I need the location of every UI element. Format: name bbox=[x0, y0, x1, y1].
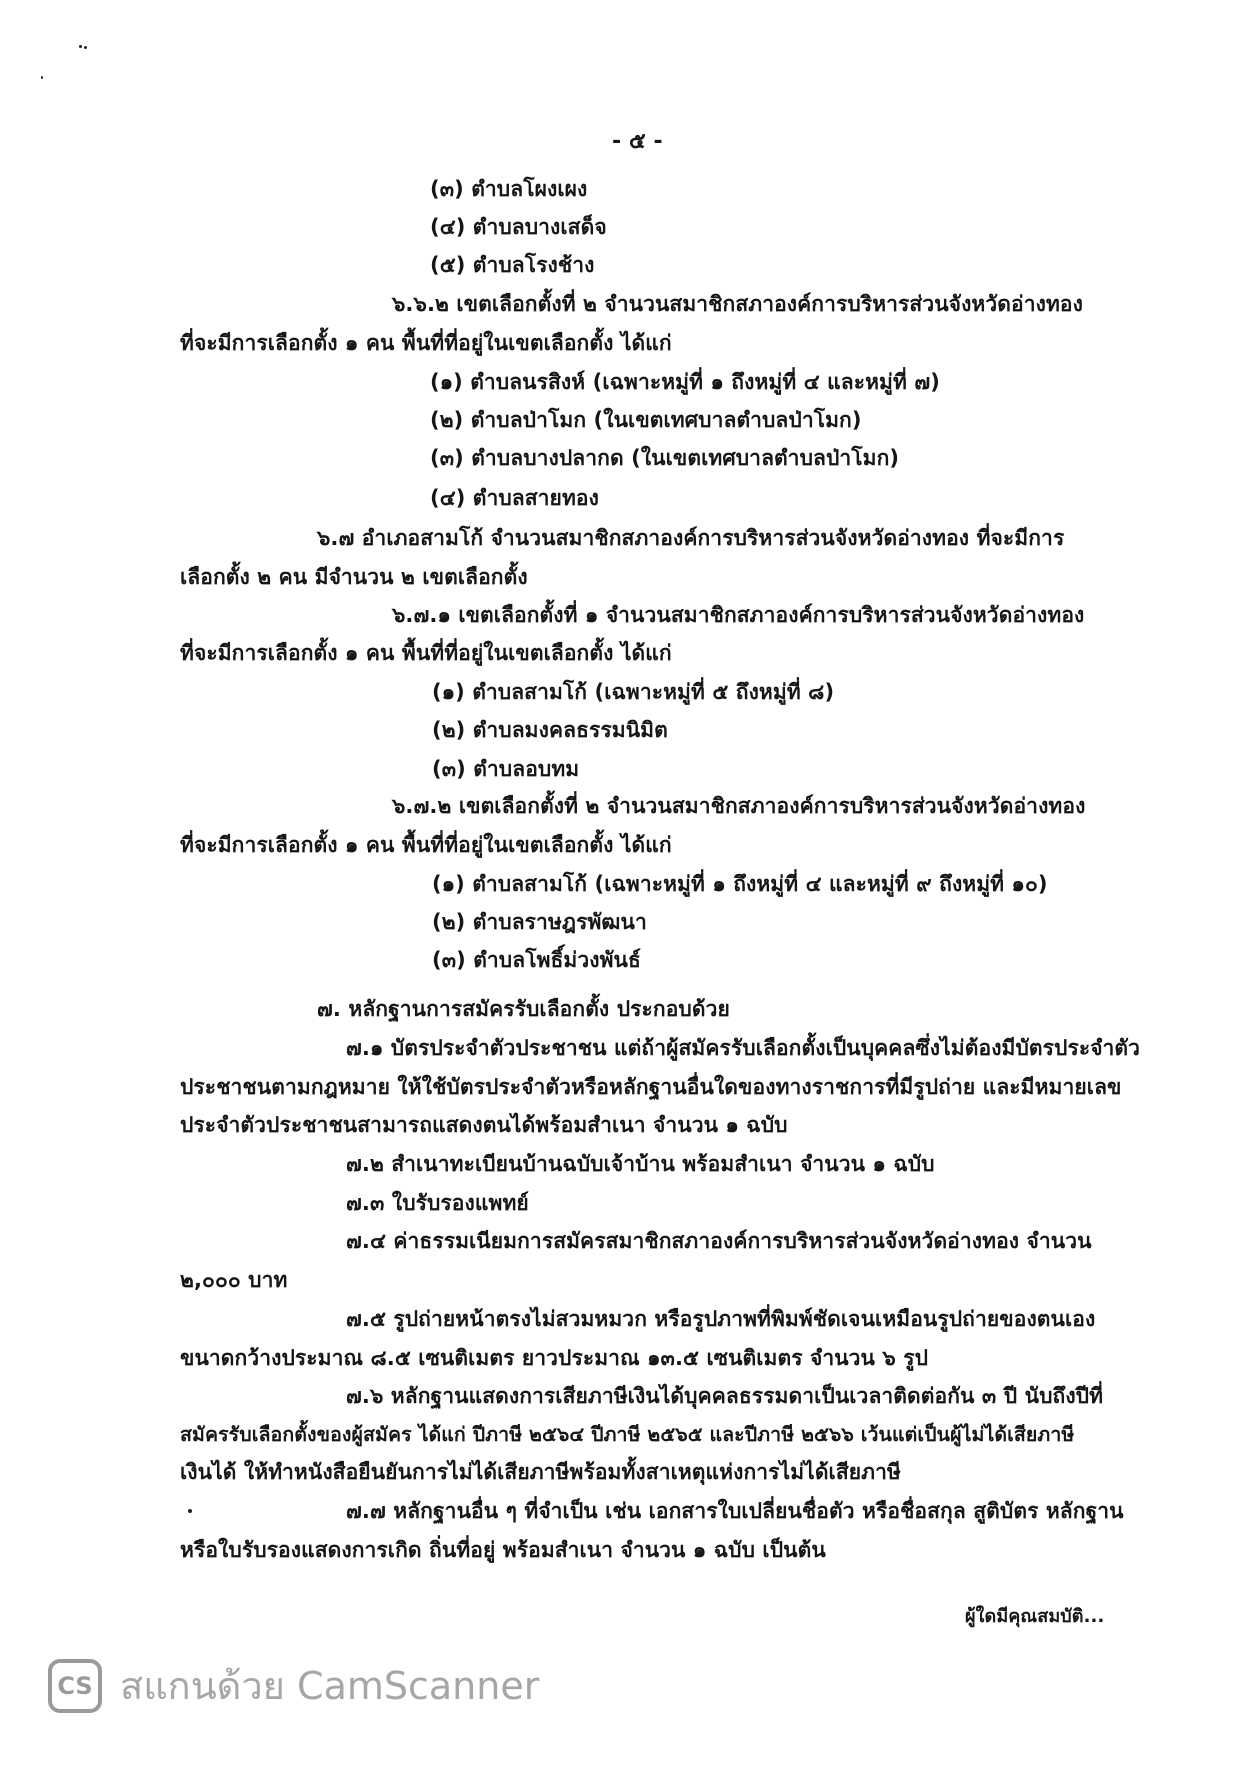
text-line: (๒) ตำบลป่าโมก (ในเขตเทศบาลตำบลป่าโมก) bbox=[430, 408, 862, 432]
text-line: ๗.๒ สำเนาทะเบียนบ้านฉบับเจ้าบ้าน พร้อมสำเนา จำนวน ๑ ฉบับ bbox=[346, 1152, 935, 1176]
text-line: เลือกตั้ง ๒ คน มีจำนวน ๒ เขตเลือกตั้ง bbox=[180, 565, 528, 589]
text-line: ๗.๗ หลักฐานอื่น ๆ ที่จำเป็น เช่น เอกสารใบเปลี่ยนชื่อตัว หรือชื่อสกุล สูติบัตร หลักฐาน bbox=[346, 1499, 1124, 1523]
text-line: ๖.๗.๒ เขตเลือกตั้งที่ ๒ จำนวนสมาชิกสภาองค์การบริหารส่วนจังหวัดอ่างทอง bbox=[392, 794, 1086, 818]
text-line: ๗.๑ บัตรประจำตัวประชาชน แต่ถ้าผู้สมัครรับเลือกตั้งเป็นบุคคลซึ่งไม่ต้องมีบัตรประจำตัว bbox=[346, 1036, 1141, 1060]
text-line: ๖.๗ อำเภอสามโก้ จำนวนสมาชิกสภาองค์การบริหารส่วนจังหวัดอ่างทอง ที่จะมีการ bbox=[317, 526, 1065, 550]
camscanner-logo-icon: CS bbox=[48, 1659, 102, 1713]
text-line: ขนาดกว้างประมาณ ๘.๕ เซนติเมตร ยาวประมาณ ๑๓.๕ เซนติเมตร จำนวน ๖ รูป bbox=[180, 1346, 929, 1370]
text-line: ๗.๔ ค่าธรรมเนียมการสมัครสมาชิกสภาองค์การบริหารส่วนจังหวัดอ่างทอง จำนวน bbox=[346, 1229, 1092, 1253]
text-line: (๓) ตำบลโผงเผง bbox=[430, 177, 588, 201]
text-line: ประชาชนตามกฎหมาย ให้ใช้บัตรประจำตัวหรือหลักฐานอื่นใดของทางราชการที่มีรูปถ่าย และมีหมายเลข bbox=[180, 1075, 1122, 1099]
text-line: ๖.๖.๒ เขตเลือกตั้งที่ ๒ จำนวนสมาชิกสภาองค์การบริหารส่วนจังหวัดอ่างทอง bbox=[392, 292, 1083, 316]
text-line: (๔) ตำบลสายทอง bbox=[430, 486, 599, 510]
text-line: ประจำตัวประชาชนสามารถแสดงตนได้พร้อมสำเนา จำนวน ๑ ฉบับ bbox=[180, 1113, 788, 1137]
camscanner-text: สแกนด้วย CamScanner bbox=[120, 1664, 540, 1708]
text-line: (๓) ตำบลโพธิ์ม่วงพันธ์ bbox=[432, 948, 641, 972]
text-line: (๑) ตำบลสามโก้ (เฉพาะหมู่ที่ ๑ ถึงหมู่ที่ ๔ และหมู่ที่ ๙ ถึงหมู่ที่ ๑๐) bbox=[432, 872, 1048, 896]
text-line: (๓) ตำบลบางปลากด (ในเขตเทศบาลตำบลป่าโมก) bbox=[430, 446, 900, 470]
text-line: หรือใบรับรองแสดงการเกิด ถิ่นที่อยู่ พร้อมสำเนา จำนวน ๑ ฉบับ เป็นต้น bbox=[180, 1538, 826, 1562]
text-line: สมัครรับเลือกตั้งของผู้สมัคร ได้แก่ ปีภาษี ๒๕๖๔ ปีภาษี ๒๕๖๕ และปีภาษี ๒๕๖๖ เว้นแต่เป็นผู้ไม่ได้เสียภาษี bbox=[180, 1423, 1075, 1446]
text-line: (๑) ตำบลสามโก้ (เฉพาะหมู่ที่ ๕ ถึงหมู่ที่ ๘) bbox=[432, 680, 835, 704]
text-line: ๗.๖ หลักฐานแสดงการเสียภาษีเงินได้บุคคลธรรมดาเป็นเวลาติดต่อกัน ๓ ปี นับถึงปีที่ bbox=[346, 1384, 1104, 1408]
text-line: (๒) ตำบลราษฎรพัฒนา bbox=[432, 910, 647, 934]
text-line: เงินได้ ให้ทำหนังสือยืนยันการไม่ได้เสียภาษีพร้อมทั้งสาเหตุแห่งการไม่ได้เสียภาษี bbox=[180, 1460, 901, 1484]
continuation-text: ผู้ใดมีคุณสมบัติ... bbox=[965, 1606, 1105, 1627]
camscanner-watermark bbox=[48, 1655, 539, 1716]
text-line: ๒,๐๐๐ บาท bbox=[180, 1268, 288, 1292]
text-line: (๔) ตำบลบางเสด็จ bbox=[430, 215, 607, 239]
text-line: (๕) ตำบลโรงช้าง bbox=[430, 253, 595, 277]
section-heading: ๗. หลักฐานการสมัครรับเลือกตั้ง ประกอบด้วย bbox=[317, 997, 730, 1021]
text-line: ที่จะมีการเลือกตั้ง ๑ คน พื้นที่ที่อยู่ในเขตเลือกตั้ง ได้แก่ bbox=[180, 331, 672, 355]
text-line: ที่จะมีการเลือกตั้ง ๑ คน พื้นที่ที่อยู่ในเขตเลือกตั้ง ได้แก่ bbox=[180, 641, 672, 665]
text-line: (๑) ตำบลนรสิงห์ (เฉพาะหมู่ที่ ๑ ถึงหมู่ที่ ๔ และหมู่ที่ ๗) bbox=[430, 370, 940, 394]
text-line: ๗.๓ ใบรับรองแพทย์ bbox=[346, 1191, 529, 1215]
text-line: ๗.๕ รูปถ่ายหน้าตรงไม่สวมหมวก หรือรูปภาพที่พิมพ์ชัดเจนเหมือนรูปถ่ายของตนเอง bbox=[346, 1307, 1096, 1331]
text-line: (๒) ตำบลมงคลธรรมนิมิต bbox=[432, 718, 668, 742]
text-line: ที่จะมีการเลือกตั้ง ๑ คน พื้นที่ที่อยู่ในเขตเลือกตั้ง ได้แก่ bbox=[180, 833, 672, 857]
page-number: - ๕ - bbox=[612, 129, 663, 154]
text-line: ๖.๗.๑ เขตเลือกตั้งที่ ๑ จำนวนสมาชิกสภาองค์การบริหารส่วนจังหวัดอ่างทอง bbox=[392, 603, 1085, 627]
text-line: (๓) ตำบลอบทม bbox=[432, 757, 580, 781]
